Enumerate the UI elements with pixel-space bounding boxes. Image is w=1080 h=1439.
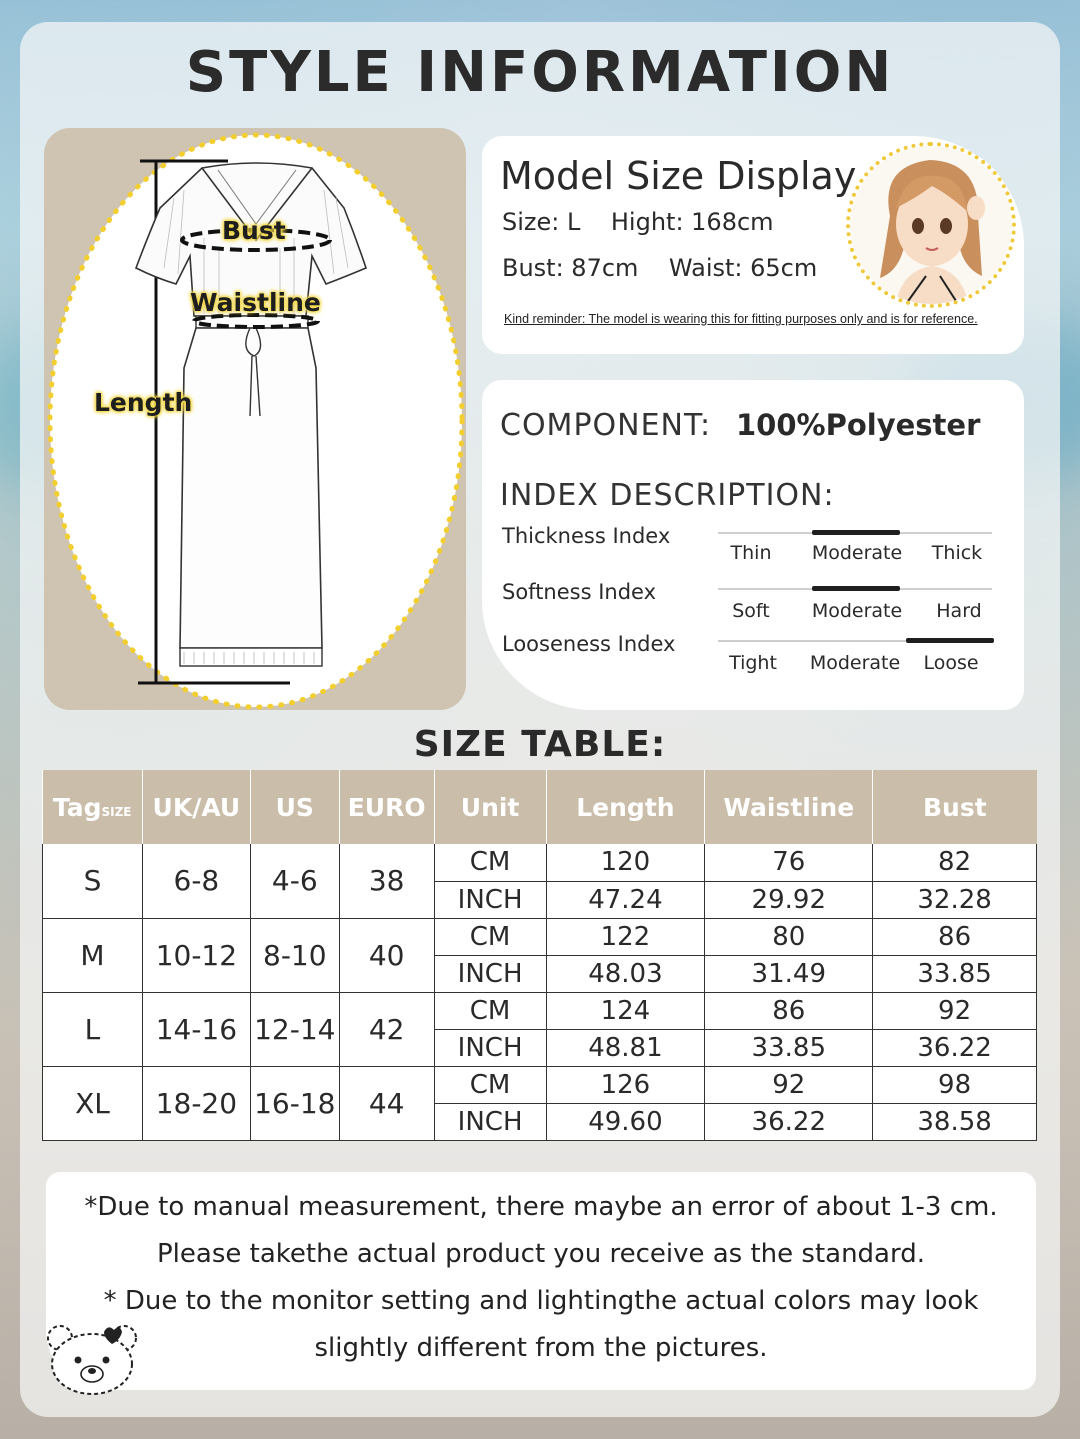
size-tag: XL (43, 1066, 143, 1140)
model-size-line: Size: L Hight: 168cm (502, 208, 774, 236)
waist-cell: 29.92 (705, 881, 873, 918)
size-tag: L (43, 992, 143, 1066)
note-line: * Due to the monitor setting and lightingthe actual colors may look (103, 1286, 979, 1316)
bust-cell: 86 (873, 918, 1037, 955)
size-ukau: 18-20 (142, 1066, 250, 1140)
unit-cell: INCH (434, 955, 546, 992)
length-label: Length (94, 388, 193, 417)
unit-cell: INCH (434, 881, 546, 918)
size-ukau: 6-8 (142, 844, 250, 918)
size-euro: 44 (339, 1066, 434, 1140)
bust-label: Bust (222, 216, 286, 245)
length-cell: 126 (546, 1066, 705, 1103)
unit-cell: CM (434, 918, 546, 955)
softness-option-moderate: Moderate (811, 600, 903, 622)
waist-cell: 36.22 (705, 1103, 873, 1140)
size-us: 8-10 (250, 918, 339, 992)
waist-cell: 76 (705, 844, 873, 881)
unit-cell: CM (434, 992, 546, 1029)
softness-index-row (482, 580, 1024, 636)
length-cell: 122 (546, 918, 705, 955)
table-row (43, 1066, 1037, 1103)
unit-cell: INCH (434, 1029, 546, 1066)
header-us: US (250, 770, 339, 844)
thickness-index-label: Thickness Index (502, 524, 671, 548)
component-value: 100%Polyester (736, 408, 981, 442)
note-line: *Due to manual measurement, there maybe an error of about 1-3 cm. (84, 1192, 998, 1222)
waist-cell: 92 (705, 1066, 873, 1103)
index-description-title: INDEX DESCRIPTION: (500, 478, 835, 513)
note-line: slightly different from the pictures. (314, 1333, 768, 1363)
unit-cell: INCH (434, 1103, 546, 1140)
unit-cell: CM (434, 1066, 546, 1103)
header-waistline: Waistline (705, 770, 873, 844)
bust-cell: 32.28 (873, 881, 1037, 918)
bust-cell: 92 (873, 992, 1037, 1029)
looseness-option-loose: Loose (923, 652, 979, 674)
kind-reminder: Kind reminder: The model is wearing this for fitting purposes only and is for reference. (504, 312, 978, 326)
waist-cell: 86 (705, 992, 873, 1029)
header-ukau: UK/AU (142, 770, 250, 844)
looseness-index-row (482, 632, 1024, 688)
model-avatar-icon (846, 142, 1016, 308)
size-ukau: 10-12 (142, 918, 250, 992)
size-euro: 40 (339, 918, 434, 992)
component-card (482, 380, 1024, 710)
size-ukau: 14-16 (142, 992, 250, 1066)
size-tag: M (43, 918, 143, 992)
page-title: STYLE INFORMATION (185, 40, 895, 105)
unit-cell: CM (434, 844, 546, 881)
thickness-option-thin: Thin (730, 542, 772, 564)
thickness-option-moderate: Moderate (811, 542, 903, 564)
bear-icon (42, 1322, 142, 1396)
size-table-header (43, 770, 1037, 844)
bust-cell: 33.85 (873, 955, 1037, 992)
model-size-title: Model Size Display (500, 154, 857, 198)
size-us: 16-18 (250, 1066, 339, 1140)
table-row (43, 918, 1037, 955)
bust-cell: 36.22 (873, 1029, 1037, 1066)
header-length: Length (546, 770, 705, 844)
softness-index-label: Softness Index (502, 580, 657, 604)
softness-index-marker (812, 586, 900, 591)
size-tag: S (43, 844, 143, 918)
waist-cell: 31.49 (705, 955, 873, 992)
size-euro: 42 (339, 992, 434, 1066)
looseness-option-tight: Tight (729, 652, 777, 674)
table-row (43, 992, 1037, 1029)
softness-option-soft: Soft (732, 600, 770, 622)
table-row (43, 844, 1037, 881)
header-euro: EURO (339, 770, 434, 844)
note-line: Please takethe actual product you receive as the standard. (157, 1239, 925, 1269)
length-cell: 49.60 (546, 1103, 705, 1140)
bust-cell: 82 (873, 844, 1037, 881)
length-cell: 48.03 (546, 955, 705, 992)
looseness-index-label: Looseness Index (502, 632, 676, 656)
waist-cell: 33.85 (705, 1029, 873, 1066)
size-euro: 38 (339, 844, 434, 918)
garment-measure-card (44, 128, 466, 710)
header-bust: Bust (873, 770, 1037, 844)
length-cell: 120 (546, 844, 705, 881)
softness-option-hard: Hard (936, 600, 982, 622)
looseness-index-marker (906, 638, 994, 643)
length-cell: 124 (546, 992, 705, 1029)
waistline-label: Waistline (190, 288, 321, 317)
length-cell: 47.24 (546, 881, 705, 918)
looseness-option-moderate: Moderate (809, 652, 901, 674)
notes-box (46, 1172, 1036, 1390)
model-body-line: Bust: 87cm Waist: 65cm (502, 254, 818, 282)
model-size-card (482, 136, 1024, 354)
waist-cell: 80 (705, 918, 873, 955)
thickness-option-thick: Thick (931, 542, 983, 564)
component-label: COMPONENT: (500, 408, 712, 443)
header-tag: TagSIZE (43, 770, 143, 844)
length-cell: 48.81 (546, 1029, 705, 1066)
size-table-title: SIZE TABLE: (413, 724, 667, 765)
size-table (42, 770, 1037, 1141)
bust-cell: 38.58 (873, 1103, 1037, 1140)
bust-cell: 98 (873, 1066, 1037, 1103)
size-us: 4-6 (250, 844, 339, 918)
size-us: 12-14 (250, 992, 339, 1066)
header-unit: Unit (434, 770, 546, 844)
thickness-index-row (482, 524, 1024, 580)
thickness-index-marker (812, 530, 900, 535)
